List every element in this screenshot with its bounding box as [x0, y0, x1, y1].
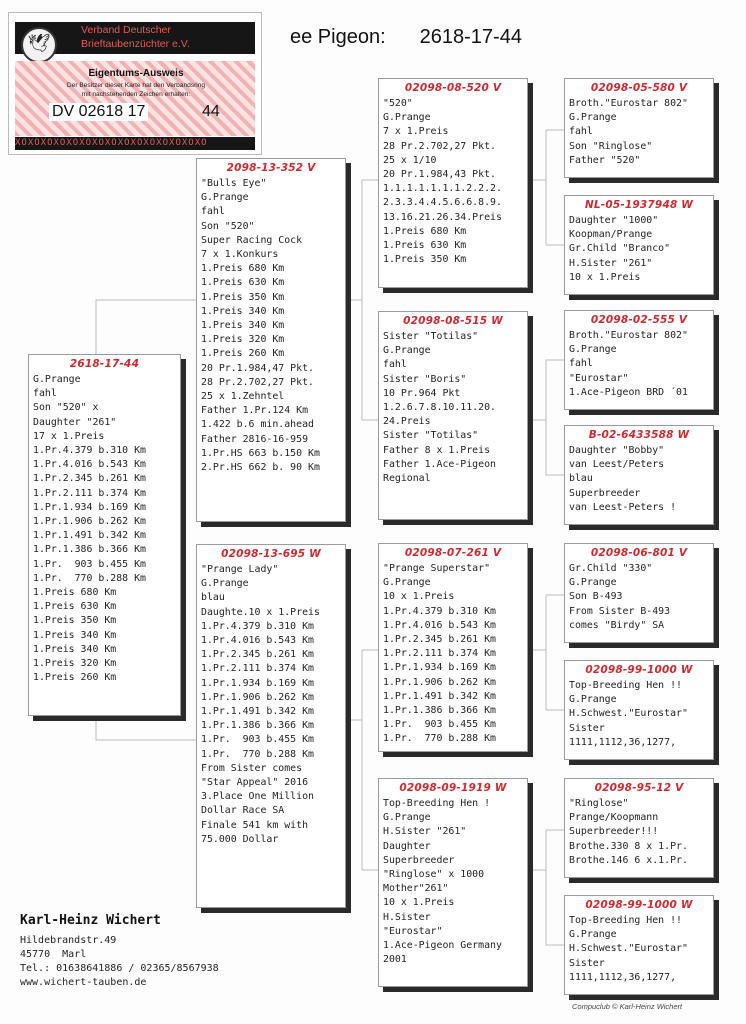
- pedigree-line: Brothe.330 8 x 1.Pr.: [569, 840, 688, 852]
- pedigree-line: 1.Pr.4.379 b.310 Km: [201, 620, 314, 632]
- card-number: 44: [202, 103, 220, 120]
- pedigree-line: "520": [383, 98, 413, 109]
- pedigree-line: 1.Pr.1.934 b.169 Km: [383, 662, 496, 674]
- ring-id-label: 02098-02-555 V: [590, 314, 688, 326]
- great-grandparent-box: [564, 310, 714, 410]
- pedigree-line: 1.Pr.2.111 b.374 Km: [33, 487, 146, 499]
- owner-name: Karl-Heinz Wichert: [20, 913, 161, 928]
- pedigree-line: 24.Preis: [383, 416, 431, 428]
- pedigree-line: 1.Pr. 903 b.455 Km: [33, 558, 146, 570]
- pedigree-line: 1.Pr.2.111 b.374 Km: [383, 648, 496, 660]
- card-note-line2: mit nachstehenden Zeichen erhalten:: [81, 91, 191, 98]
- pedigree-line: Superbreeder!!!: [569, 826, 659, 838]
- pedigree-line: "Bulls Eye": [201, 178, 267, 189]
- pedigree-line: 3.Place One Million: [201, 791, 314, 803]
- pedigree-line: fahl: [383, 359, 407, 371]
- ring-id-label: 02098-07-261 V: [404, 547, 502, 559]
- pedigree-line: Brothe.146 6 x.1.Pr.: [569, 854, 688, 866]
- pedigree-line: H.Sister: [383, 911, 431, 923]
- great-grandparent-box: [564, 895, 714, 995]
- owner-city: 45770 Marl: [20, 949, 87, 960]
- pedigree-line: 1.Pr.HS 663 b.150 Km: [201, 447, 320, 459]
- great-grandparent-box: [564, 543, 714, 643]
- pedigree-line: 1.Preis 680 Km: [201, 263, 285, 275]
- pedigree-line: 1.Pr.1.906 b.262 Km: [201, 691, 314, 703]
- pedigree-line: Mother"261": [383, 883, 449, 895]
- pedigree-line: "Star Appeal" 2016: [201, 777, 309, 789]
- pedigree-line: G.Prange: [569, 929, 617, 941]
- pedigree-line: Sister "Totilas": [383, 331, 479, 342]
- pedigree-line: 1.Pr.1.386 b.366 Km: [33, 544, 146, 556]
- owner-website: www.wichert-tauben.de: [20, 977, 147, 988]
- pedigree-line: G.Prange: [201, 578, 249, 590]
- pedigree-line: 1.Pr.1.934 b.169 Km: [33, 501, 146, 513]
- pedigree-line: 1.Preis 340 Km: [201, 320, 285, 332]
- pedigree-line: Daughter "Bobby": [569, 445, 665, 456]
- pedigree-line: fahl: [569, 358, 593, 370]
- owner-street: Hildebrandstr.49: [20, 935, 117, 946]
- pedigree-line: 1.422 b.6 min.ahead: [201, 419, 314, 431]
- pedigree-line: blau: [201, 592, 225, 604]
- pedigree-line: Finale 541 km with: [201, 819, 309, 831]
- pedigree-line: 1.Preis 680 Km: [383, 225, 467, 237]
- pedigree-line: 1.Pr.2.345 b.261 Km: [201, 649, 314, 661]
- pedigree-line: Sister "Totilas": [383, 430, 479, 442]
- card-note-line1: Der Besitzer dieser Karte hat den Verbandsring: [66, 82, 206, 89]
- granddam-paternal-box: [378, 311, 528, 520]
- pedigree-line: 1.Pr.1.386 b.366 Km: [383, 705, 496, 717]
- granddam-maternal-box: [378, 778, 528, 987]
- pedigree-line: 1.Preis 260 Km: [33, 672, 117, 684]
- ring-id-label: 02098-99-1000 W: [585, 664, 693, 676]
- pedigree-line: 1.Pr.2.345 b.261 Km: [383, 634, 496, 646]
- pedigree-line: 28 Pr.2.702,27 Pkt.: [383, 140, 496, 152]
- pedigree-line: 1.Preis 630 Km: [33, 601, 117, 613]
- pedigree-line: Superbreeder: [383, 854, 455, 866]
- pedigree-line: Son "Ringlose": [569, 140, 653, 152]
- pedigree-line: G.Prange: [33, 374, 81, 385]
- grandsire-paternal-box: [378, 78, 528, 288]
- pedigree-line: 7 x 1.Preis: [383, 126, 449, 138]
- pedigree-line: "Prange Superstar": [383, 563, 491, 574]
- ring-id-label: 02098-06-801 V: [590, 547, 688, 559]
- pedigree-line: G.Prange: [383, 112, 431, 124]
- card-title: Eigentums-Ausweis: [88, 68, 184, 79]
- pedigree-line: 1.Preis 630 Km: [383, 240, 467, 252]
- pedigree-line: 2.Pr.HS 662 b. 90 Km: [201, 462, 320, 474]
- ring-id-label: 02098-95-12 V: [594, 782, 684, 794]
- pedigree-line: "Ringlose" x 1000: [383, 869, 485, 881]
- pedigree-line: 1.Preis 320 Km: [33, 658, 117, 670]
- pedigree-line: 1.Preis 340 Km: [201, 305, 285, 317]
- pedigree-line: H.Schwest."Eurostar": [569, 943, 688, 955]
- pedigree-line: 20 Pr.1.984,43 Pkt.: [383, 169, 496, 181]
- pedigree-line: 1.Pr.1.386 b.366 Km: [201, 720, 314, 732]
- great-grandparent-box: [564, 425, 714, 525]
- great-grandparent-box: [564, 660, 714, 760]
- pedigree-line: 1.Pr. 903 b.455 Km: [201, 734, 314, 746]
- pedigree-line: 1.Pr. 903 b.455 Km: [383, 719, 496, 731]
- great-grandparent-box: [564, 778, 714, 878]
- pedigree-line: H.Sister "261": [569, 257, 653, 269]
- pedigree-line: Super Racing Cock: [201, 234, 303, 246]
- grandsire-maternal-box: [378, 543, 528, 752]
- pedigree-line: "Eurostar": [383, 925, 443, 937]
- pedigree-line: 1.2.6.7.8.10.11.20.: [383, 402, 496, 414]
- pedigree-line: 1.Preis 260 Km: [201, 348, 285, 360]
- title-label: ee Pigeon:: [290, 26, 386, 48]
- pedigree-line: Father 8 x 1.Preis: [383, 444, 491, 456]
- pedigree-line: fahl: [201, 206, 225, 218]
- pedigree-line: "Prange Lady": [201, 564, 279, 575]
- pedigree-line: Prange/Koopmann: [569, 812, 659, 824]
- pedigree-line: comes "Birdy" SA: [569, 619, 665, 631]
- owner-phone: Tel.: 01638641886 / 02365/8567938: [20, 963, 219, 974]
- pedigree-line: G.Prange: [383, 345, 431, 357]
- ownership-card: [8, 12, 262, 155]
- pedigree-line: Superbreeder: [569, 487, 641, 499]
- pedigree-line: 1.Pr.1.934 b.169 Km: [201, 677, 314, 689]
- pedigree-line: 2001: [383, 954, 407, 966]
- pedigree-line: 28 Pr.2.702,27 Pkt.: [201, 376, 314, 388]
- pedigree-line: Father 2816-16-959: [201, 433, 309, 445]
- subject-pigeon-box: [28, 354, 181, 716]
- pedigree-line: 1.Ace-Pigeon BRD ´01: [569, 386, 688, 398]
- pedigree-line: Gr.Child "Branco": [569, 243, 671, 255]
- pedigree-line: 1.Preis 350 Km: [383, 254, 467, 266]
- pedigree-line: 10 x 1.Preis: [569, 271, 641, 283]
- pedigree-line: 1.1.1.1.1.1.1.2.2.2.: [383, 183, 502, 195]
- card-org-line2: Brieftaubenzüchter e.V.: [81, 38, 190, 50]
- pedigree-line: 1.Preis 630 Km: [201, 277, 285, 289]
- ring-id-label: 02098-09-1919 W: [399, 782, 507, 794]
- pedigree-line: Broth."Eurostar 802": [569, 98, 688, 109]
- dam-box: [196, 544, 346, 908]
- pedigree-line: 1.Preis 350 Km: [33, 615, 117, 627]
- copyright-footer: Compuclub © Karl-Heinz Wichert: [572, 1002, 683, 1011]
- pedigree-line: Father "520": [569, 154, 641, 166]
- page-title: [290, 26, 522, 49]
- pedigree-line: Son "520" x: [33, 402, 99, 414]
- pedigree-line: 1111,1112,36,1277,: [569, 971, 677, 983]
- card-footer-band: XOXOXOXOXOXOXOXOXOXOXOXOXOXOXO: [15, 137, 255, 150]
- ring-id-label: 02098-08-520 V: [404, 82, 502, 94]
- pedigree-line: 7 x 1.Konkurs: [201, 249, 279, 261]
- ring-id-label: 02098-99-1000 W: [585, 899, 693, 911]
- pedigree-line: Sister "Boris": [383, 373, 467, 385]
- pedigree-line: 1.Pr.1.491 b.342 Km: [33, 530, 146, 542]
- pedigree-line: G.Prange: [201, 192, 249, 204]
- pedigree-line: 1.Pr.4.379 b.310 Km: [33, 445, 146, 457]
- pedigree-line: 1111,1112,36,1277,: [569, 736, 677, 748]
- ring-id-label: B-02-6433588 W: [588, 429, 690, 441]
- pedigree-line: Top-Breeding Hen !: [383, 798, 491, 809]
- title-ring-number: 2618-17-44: [419, 26, 522, 48]
- pedigree-line: G.Prange: [569, 112, 617, 124]
- pedigree-line: Father 1.Ace-Pigeon: [383, 458, 496, 470]
- pedigree-line: Father 1.Pr.124 Km: [201, 405, 309, 417]
- pedigree-line: 17 x 1.Preis: [33, 430, 105, 442]
- pedigree-line: 1.Preis 340 Km: [33, 643, 117, 655]
- great-grandparent-box: [564, 78, 714, 178]
- pedigree-line: Son B-493: [569, 591, 623, 603]
- pedigree-line: 1.Pr.4.379 b.310 Km: [383, 605, 496, 617]
- pedigree-line: H.Schwest."Eurostar": [569, 708, 688, 720]
- ring-id-label: 02098-08-515 W: [403, 315, 503, 327]
- pedigree-line: Daughte.10 x 1.Preis: [201, 606, 320, 618]
- pedigree-line: 1.Pr.2.111 b.374 Km: [201, 663, 314, 675]
- great-grandparent-box: [564, 195, 714, 295]
- pedigree-line: Dollar Race SA: [201, 805, 285, 817]
- ring-id-label: 02098-13-695 W: [221, 548, 321, 560]
- pedigree-line: van Leest-Peters !: [569, 501, 677, 513]
- pigeon-logo-icon: 🕊: [21, 27, 57, 63]
- pedigree-line: van Leest/Peters: [569, 459, 665, 471]
- pedigree-line: H.Sister "261": [383, 826, 467, 838]
- ring-id-label: 2618-17-44: [69, 358, 140, 370]
- pedigree-line: Koopman/Prange: [569, 229, 653, 241]
- ring-id-label: 02098-05-580 V: [590, 82, 688, 94]
- pedigree-line: 1.Preis 350 Km: [201, 291, 285, 303]
- pedigree-line: 10 x 1.Preis: [383, 897, 455, 909]
- pedigree-line: 1.Pr.1.906 b.262 Km: [383, 676, 496, 688]
- pedigree-line: Daughter "1000": [569, 215, 659, 226]
- pedigree-line: 1.Pr. 770 b.288 Km: [383, 733, 496, 745]
- pedigree-line: 1.Pr.4.016 b.543 Km: [383, 619, 496, 631]
- pedigree-line: 1.Pr. 770 b.288 Km: [201, 748, 314, 760]
- pedigree-line: 1.Pr.4.016 b.543 Km: [201, 635, 314, 647]
- ring-id-label: NL-05-1937948 W: [584, 199, 694, 211]
- pedigree-line: 1.Pr. 770 b.288 Km: [33, 572, 146, 584]
- pedigree-line: Gr.Child "330": [569, 563, 653, 574]
- pedigree-line: 1.Pr.1.906 b.262 Km: [33, 516, 146, 528]
- pedigree-line: Sister: [569, 957, 605, 969]
- pedigree-line: 13.16.21.26.34.Preis: [383, 211, 502, 223]
- pedigree-line: 25 x 1/10: [383, 154, 437, 166]
- pedigree-line: 1.Pr.4.016 b.543 Km: [33, 459, 146, 471]
- pedigree-line: fahl: [569, 126, 593, 138]
- pedigree-line: Regional: [383, 473, 431, 485]
- pedigree-line: Top-Breeding Hen !!: [569, 915, 682, 926]
- pedigree-line: Sister: [569, 722, 605, 734]
- pedigree-line: 1.Preis 320 Km: [201, 334, 285, 346]
- pedigree-line: Daughter: [383, 840, 431, 852]
- pedigree-line: "Eurostar": [569, 372, 629, 384]
- pedigree-line: 25 x 1.Zehntel: [201, 391, 285, 403]
- pedigree-line: 1.Ace-Pigeon Germany: [383, 940, 502, 952]
- card-org-line1: Verband Deutscher: [81, 24, 171, 36]
- pedigree-line: "Ringlose": [569, 798, 629, 809]
- pedigree-line: Top-Breeding Hen !!: [569, 680, 682, 691]
- ring-id-label: 2098-13-352 V: [226, 162, 316, 174]
- pedigree-line: G.Prange: [569, 694, 617, 706]
- pedigree-line: G.Prange: [569, 577, 617, 589]
- pedigree-line: 1.Pr.1.491 b.342 Km: [201, 706, 314, 718]
- pedigree-line: Son "520": [201, 220, 255, 232]
- pedigree-line: From Sister comes: [201, 762, 303, 774]
- pedigree-line: 1.Pr.2.345 b.261 Km: [33, 473, 146, 485]
- pedigree-line: 20 Pr.1.984,47 Pkt.: [201, 362, 314, 374]
- pedigree-line: 75.000 Dollar: [201, 833, 279, 845]
- pedigree-line: G.Prange: [383, 577, 431, 589]
- sire-box: [196, 158, 346, 522]
- pedigree-line: 1.Preis 680 Km: [33, 587, 117, 599]
- card-ring-number: DV 02618 17: [49, 103, 148, 121]
- pedigree-line: blau: [569, 473, 593, 485]
- pedigree-line: From Sister B-493: [569, 605, 671, 617]
- pedigree-line: 2.3.3.4.4.5.6.6.8.9.: [383, 197, 502, 209]
- pedigree-line: fahl: [33, 388, 57, 400]
- pedigree-line: 10 x 1.Preis: [383, 591, 455, 603]
- pedigree-line: Daughter "261": [33, 416, 117, 428]
- pedigree-line: G.Prange: [383, 812, 431, 824]
- pedigree-line: 10 Pr.964 Pkt: [383, 387, 461, 399]
- pedigree-line: G.Prange: [569, 344, 617, 356]
- pedigree-line: 1.Pr.1.491 b.342 Km: [383, 690, 496, 702]
- pedigree-line: Broth."Eurostar 802": [569, 330, 688, 341]
- pedigree-line: 1.Preis 340 Km: [33, 629, 117, 641]
